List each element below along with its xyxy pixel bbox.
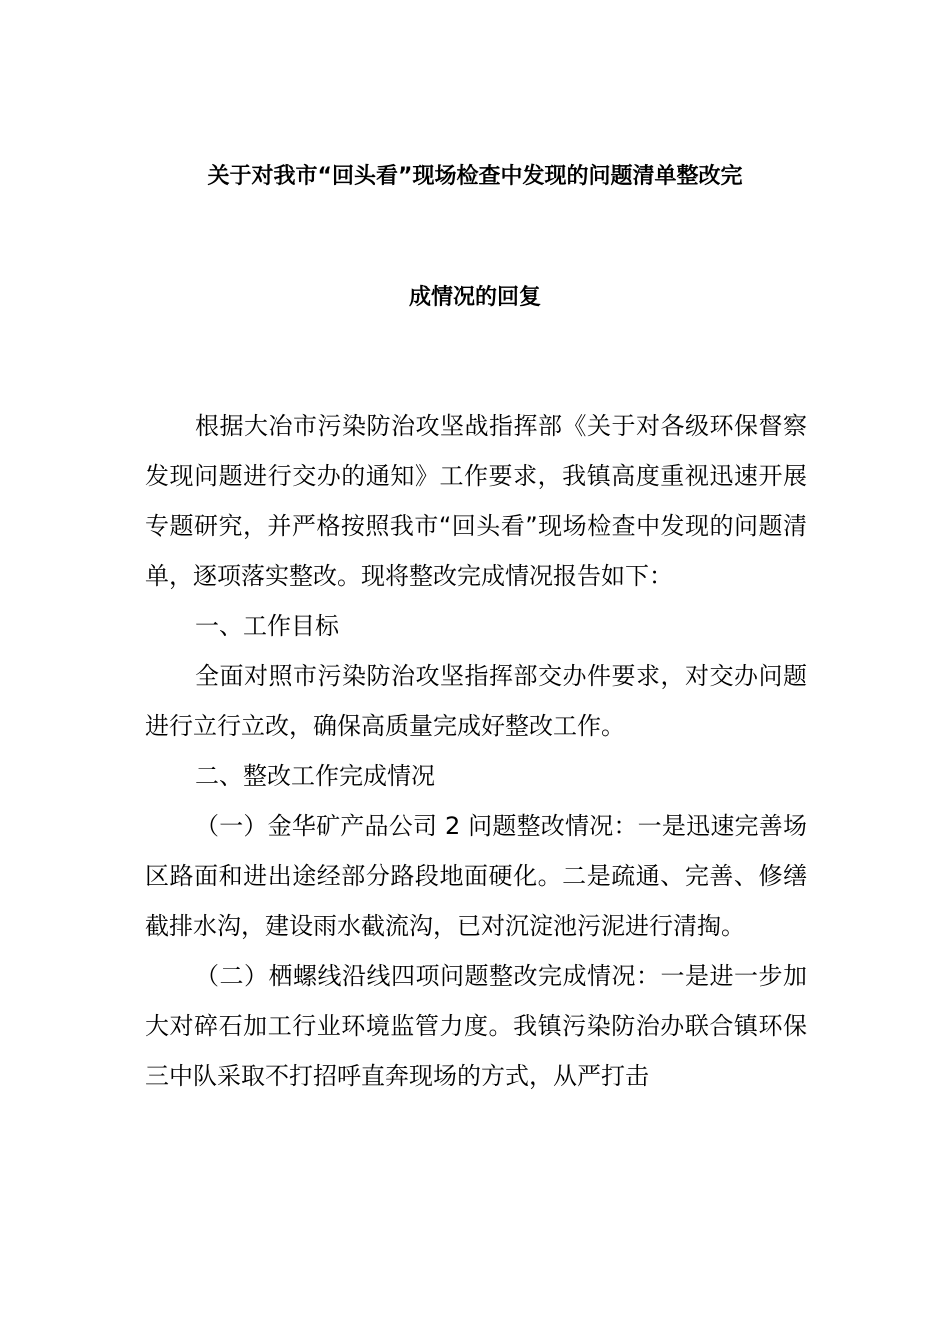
document-title-line-2: 成情况的回复 — [408, 285, 541, 310]
document-body — [145, 401, 807, 1101]
heading-work-goal: 一、工作目标 — [195, 612, 339, 640]
paragraph-item-1: （一）金华矿产品公司 2 问题整改情况：一是迅速完善场区路面和进出途经部分路段地面硬化。二是疏通、完善、修缮截排水沟，建设雨水截流沟，已对沉淀池污泥进行清掏。 — [145, 812, 807, 940]
paragraph-work-goal: 全面对照市污染防治攻坚指挥部交办件要求，对交办问题进行立行立改，确保高质量完成好整改工作。 — [145, 662, 807, 740]
paragraph-intro: 根据大冶市污染防治攻坚战指挥部《关于对各级环保督察发现问题进行交办的通知》工作要求，我镇高度重视迅速开展专题研究，并严格按照我市“回头看”现场检查中发现的问题清单，逐项落实整改。现将整改完成情况报告如下： — [145, 412, 807, 590]
document-title-line-1: 关于对我市“回头看”现场检查中发现的问题清单整改完 — [207, 164, 743, 189]
paragraph-item-2: （二）栖螺线沿线四项问题整改完成情况：一是进一步加大对碎石加工行业环境监管力度。我镇污染防治办联合镇环保三中队采取不打招呼直奔现场的方式，从严打击 — [145, 962, 807, 1090]
heading-rectification-status: 二、整改工作完成情况 — [195, 762, 435, 790]
